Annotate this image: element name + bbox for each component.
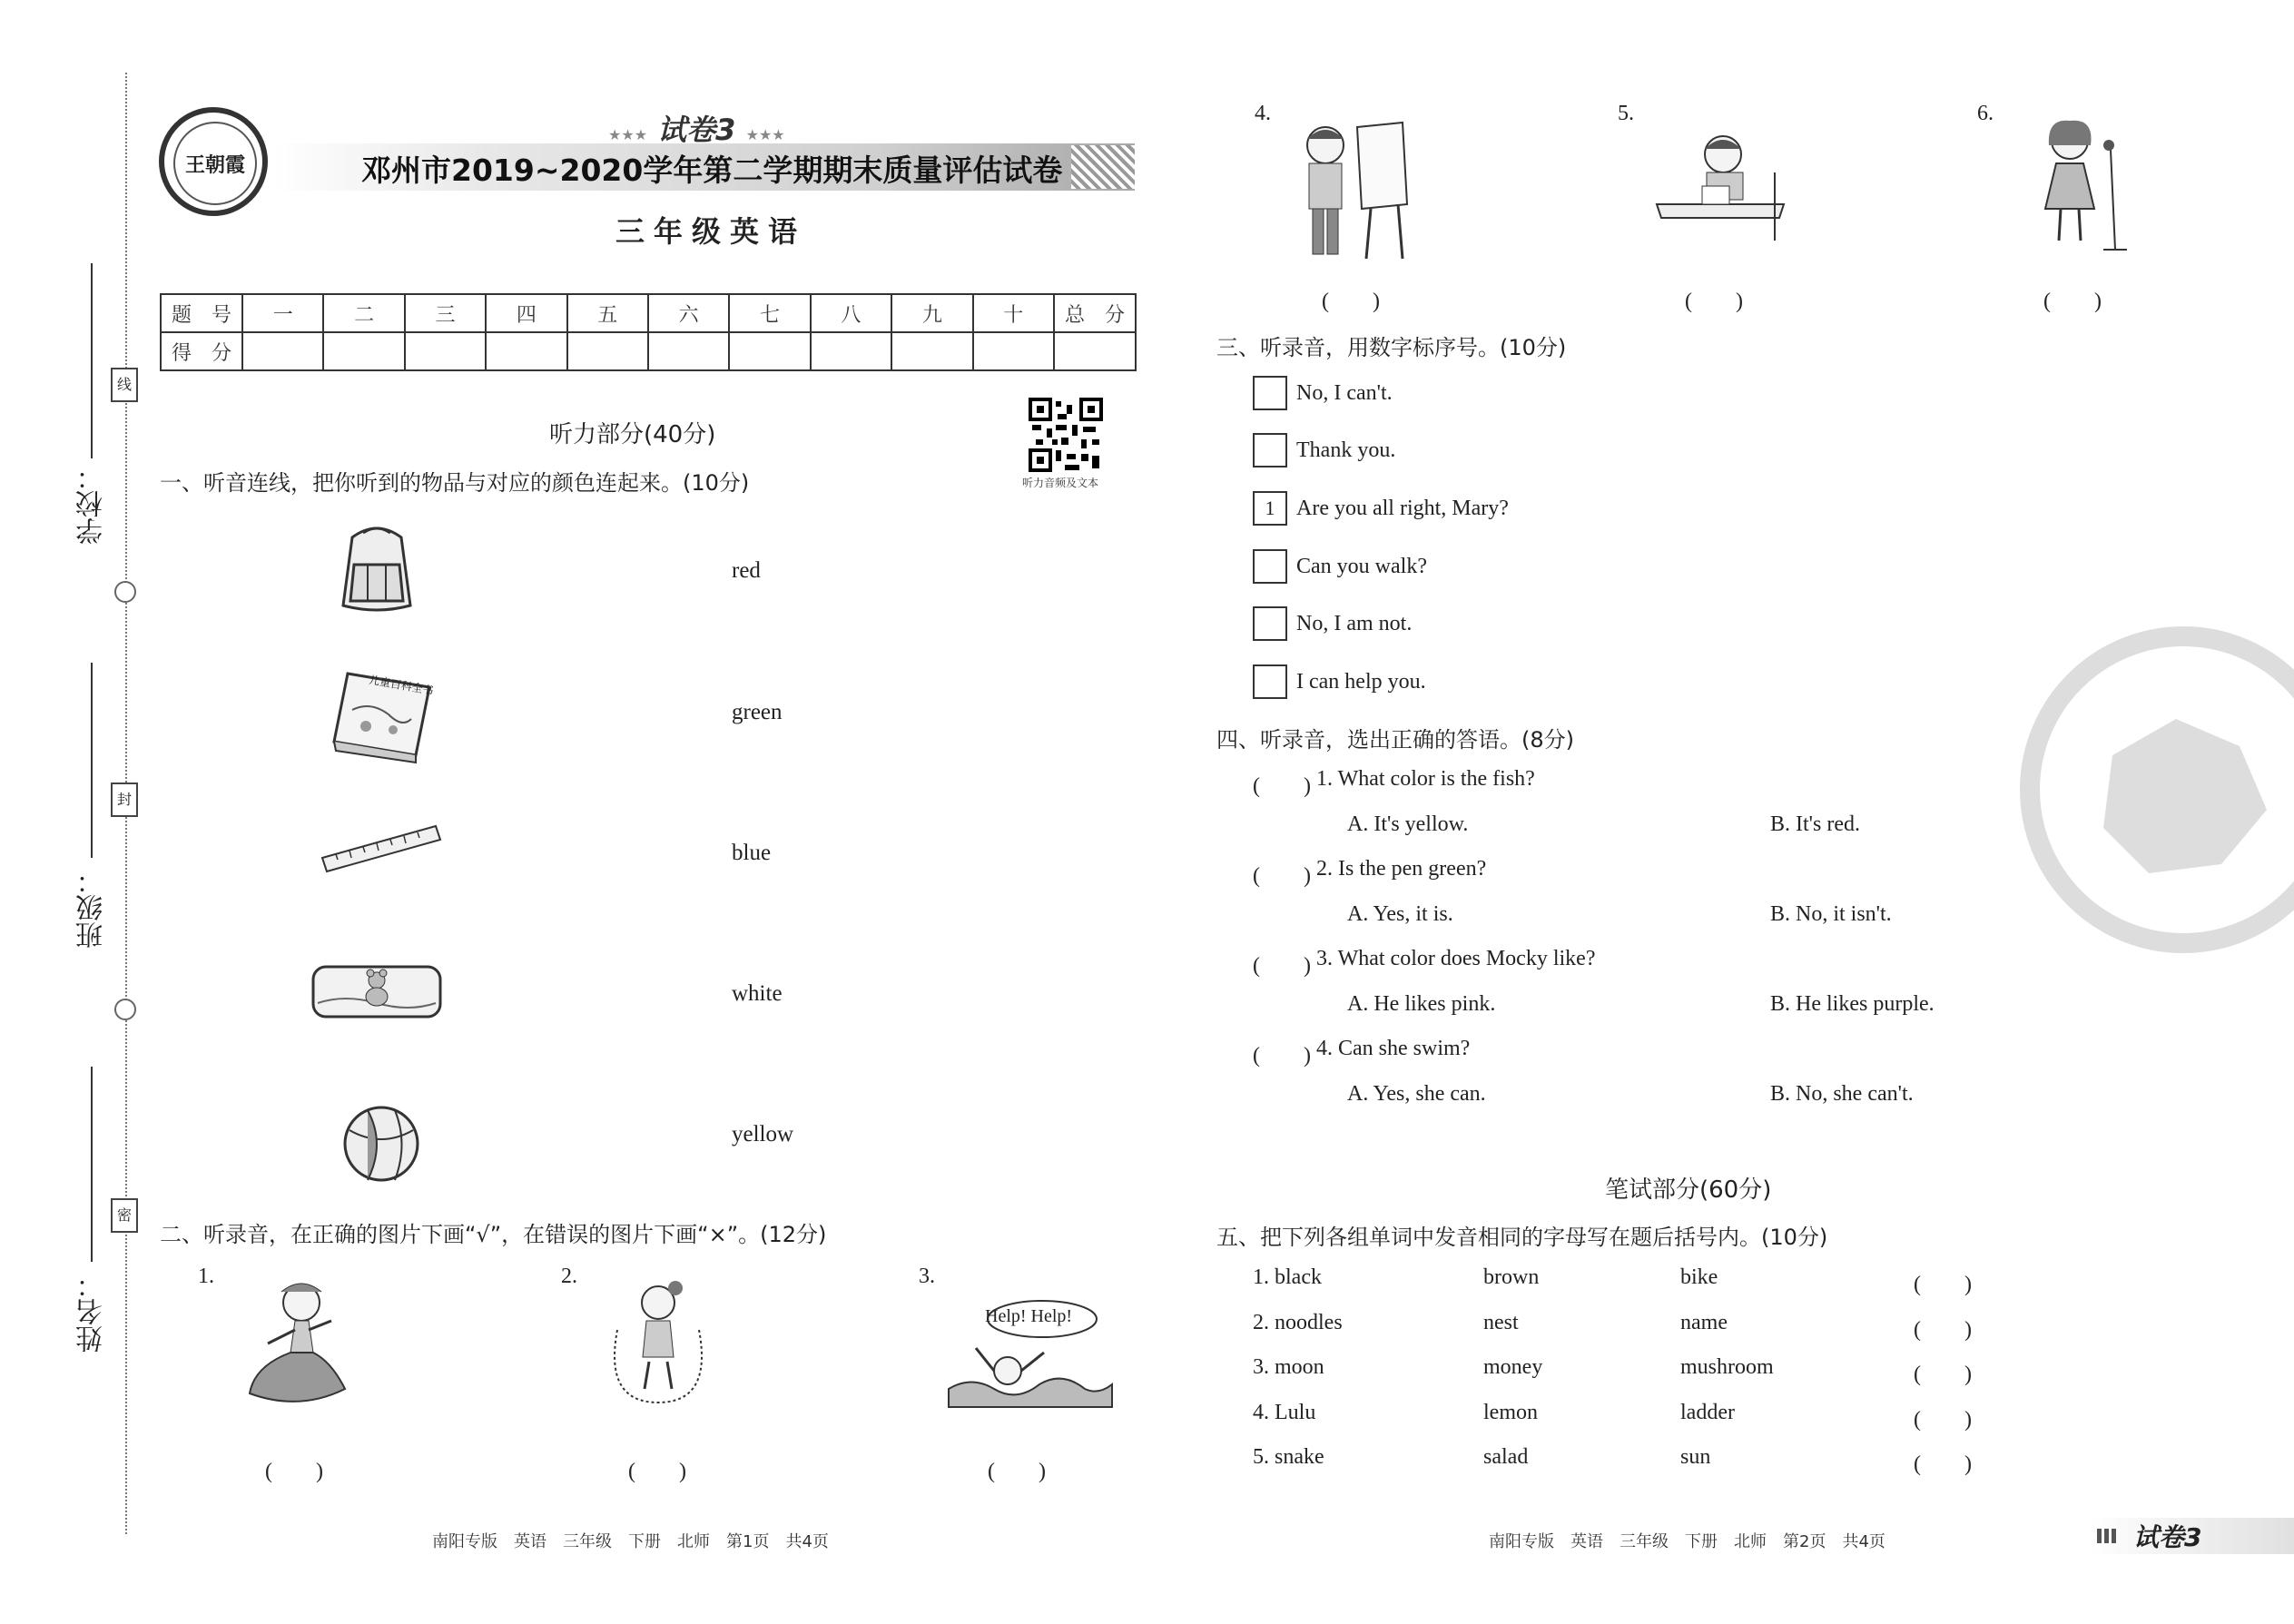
backpack-image [327,519,427,623]
ruler-image [318,822,445,880]
binding-mark-secret: 密 [111,1198,138,1233]
table-cell: 八 [811,294,891,332]
score-cell[interactable] [323,332,404,370]
boy-at-desk-image [1652,127,1788,249]
q3-sentence: No, I am not. [1296,612,1413,635]
score-cell[interactable] [567,332,648,370]
painting-boy-image [1289,113,1416,267]
q4-option-b[interactable]: B. It's red. [1770,812,1860,836]
q2-item-number: 4. [1255,102,1271,125]
drowning-boy-image [944,1294,1117,1415]
footer-right: 南阳专版 英语 三年级 下册 北师 第2页 共4页 [1489,1532,1885,1551]
table-cell: 得 分 [161,332,242,370]
q4-option-a[interactable]: A. Yes, she can. [1347,1082,1486,1106]
q2-item-number: 6. [1977,102,1994,125]
table-cell: 总 分 [1054,294,1136,332]
answer-paren[interactable]: ( ) [1253,864,1311,888]
answer-paren[interactable]: ( ) [2043,290,2102,313]
class-label: 班级： [76,867,108,949]
score-cell[interactable] [405,332,486,370]
q5-word: mushroom [1680,1355,1774,1379]
q4-option-b[interactable]: B. No, she can't. [1770,1082,1914,1106]
q4-option-a[interactable]: A. He likes pink. [1347,992,1496,1016]
star-icon: ★★★ [608,126,648,143]
binding-mark-line: 线 [111,368,138,402]
score-table-score-row [161,332,1136,370]
q5-word: bike [1680,1265,1718,1289]
q2-title: 二、听录音，在正确的图片下画“√”，在错误的图片下画“×”。(12分) [160,1222,827,1247]
answer-paren[interactable]: ( ) [1914,1273,1972,1296]
answer-paren[interactable]: ( ) [1685,290,1743,313]
publisher-logo [159,107,268,216]
table-cell: 五 [567,294,648,332]
order-box[interactable] [1253,549,1287,584]
table-cell: 九 [891,294,972,332]
answer-paren[interactable]: ( ) [628,1460,686,1483]
score-cell[interactable] [891,332,972,370]
answer-paren[interactable]: ( ) [988,1460,1046,1483]
q2-item-number: 3. [919,1265,935,1288]
order-box[interactable] [1253,433,1287,468]
table-cell: 七 [729,294,810,332]
ball-image [340,1103,422,1188]
q2-item-number: 5. [1618,102,1634,125]
score-cell[interactable] [648,332,729,370]
answer-paren[interactable]: ( ) [265,1460,323,1483]
q4-question: 4. Can she swim? [1316,1037,1471,1060]
qr-caption: 听力音频及文本 [1022,477,1099,489]
q5-word: ladder [1680,1401,1735,1424]
table-cell: 六 [648,294,729,332]
footer-badge: 试卷3 [2133,1522,2202,1552]
pencil-case-image [309,953,445,1029]
q4-option-a[interactable]: A. Yes, it is. [1347,902,1453,926]
book-cover-text: 儿童百科全书 [368,673,435,698]
school-label: 学校： [76,463,108,545]
answer-paren[interactable]: ( ) [1322,290,1380,313]
color-word-yellow[interactable]: yellow [732,1122,794,1147]
logo-text: 王朝霞 [173,122,257,205]
stamp-glyph [2094,701,2276,882]
q5-word: name [1680,1311,1728,1334]
q4-question: 3. What color does Mocky like? [1316,947,1596,970]
binding-circle [114,999,136,1020]
paper-badge-text: 试卷3 [657,113,736,147]
q4-question: 1. What color is the fish? [1316,767,1535,791]
class-field-line [91,663,93,858]
q4-option-b[interactable]: B. No, it isn't. [1770,902,1892,926]
score-cell[interactable] [973,332,1054,370]
table-cell: 四 [486,294,566,332]
q5-word: 3. moon [1253,1355,1324,1379]
help-speech-bubble: Help! Help! [985,1306,1073,1326]
q5-word: 4. Lulu [1253,1401,1316,1424]
score-cell[interactable] [242,332,323,370]
listening-section-title: 听力部分(40分) [549,421,716,448]
table-cell: 二 [323,294,404,332]
star-icon: ★★★ [745,126,785,143]
q5-word: sun [1680,1445,1711,1469]
q5-word: brown [1483,1265,1540,1289]
q1-title: 一、听音连线，把你听到的物品与对应的颜色连起来。(10分) [160,470,750,496]
q4-option-b[interactable]: B. He likes purple. [1770,992,1935,1016]
score-cell[interactable] [729,332,810,370]
q5-title: 五、把下列各组单词中发音相同的字母写在题后括号内。(10分) [1216,1225,1828,1250]
q3-sentence: No, I can't. [1296,381,1393,405]
q5-word: 2. noodles [1253,1311,1343,1334]
order-box-filled[interactable]: 1 [1253,491,1287,526]
table-cell: 三 [405,294,486,332]
q3-title: 三、听录音，用数字标序号。(10分) [1216,335,1567,360]
binding-mark-seal: 封 [111,782,138,817]
q5-word: nest [1483,1311,1519,1334]
q5-word: 5. snake [1253,1445,1324,1469]
writing-section-title: 笔试部分(60分) [1605,1176,1772,1204]
table-cell: 十 [973,294,1054,332]
dancing-girl-image [245,1275,354,1415]
qr-code-icon[interactable] [1029,398,1103,472]
q3-sentence: Can you walk? [1296,555,1427,578]
color-word-green[interactable]: green [732,700,783,724]
score-table [160,293,1137,371]
jumping-rope-girl-image [599,1275,717,1415]
q4-question: 2. Is the pen green? [1316,857,1487,881]
q3-sentence: Thank you. [1296,438,1396,462]
score-cell[interactable] [1054,332,1136,370]
color-word-blue[interactable]: blue [732,841,772,865]
binding-circle [114,581,136,603]
q2-item-number: 2. [561,1265,577,1288]
exam-subtitle: 三年级英语 [615,214,807,249]
banner-pattern [1071,145,1135,189]
score-cell[interactable] [811,332,891,370]
secret-stamp-watermark [2020,626,2294,953]
q2-item-number: 1. [198,1265,214,1288]
footer-left: 南阳专版 英语 三年级 下册 北师 第1页 共4页 [432,1532,829,1551]
q3-sentence: Are you all right, Mary? [1296,497,1509,520]
book-image [325,664,443,768]
score-table-header-row [161,294,1136,332]
q5-word: money [1483,1355,1543,1379]
score-cell[interactable] [486,332,566,370]
table-cell: 题 号 [161,294,242,332]
color-word-white[interactable]: white [732,981,783,1006]
q4-title: 四、听录音，选出正确的答语。(8分) [1216,727,1574,753]
color-word-red[interactable]: red [732,558,761,583]
singing-girl-image [2029,113,2138,262]
q3-sentence: I can help you. [1296,670,1426,694]
order-box[interactable] [1253,376,1287,410]
answer-paren[interactable]: ( ) [1253,954,1311,978]
answer-paren[interactable]: ( ) [1253,1044,1311,1068]
answer-paren[interactable]: ( ) [1914,1408,1972,1432]
order-box[interactable] [1253,664,1287,699]
footer-pattern-icon [2097,1529,2117,1543]
order-box[interactable] [1253,606,1287,641]
table-cell: 一 [242,294,323,332]
name-label: 姓名： [76,1271,108,1353]
answer-paren[interactable]: ( ) [1253,774,1311,798]
q4-option-a[interactable]: A. It's yellow. [1347,812,1469,836]
q5-word: lemon [1483,1401,1538,1424]
answer-paren[interactable]: ( ) [1914,1363,1972,1386]
name-field-line [91,1067,93,1262]
q5-word: salad [1483,1445,1529,1469]
q5-word: 1. black [1253,1265,1322,1289]
exam-title: 邓州市2019~2020学年第二学期期末质量评估试卷 [361,153,1063,188]
school-field-line [91,263,93,458]
answer-paren[interactable]: ( ) [1914,1452,1972,1476]
paper-badge [608,107,785,149]
answer-paren[interactable]: ( ) [1914,1318,1972,1342]
